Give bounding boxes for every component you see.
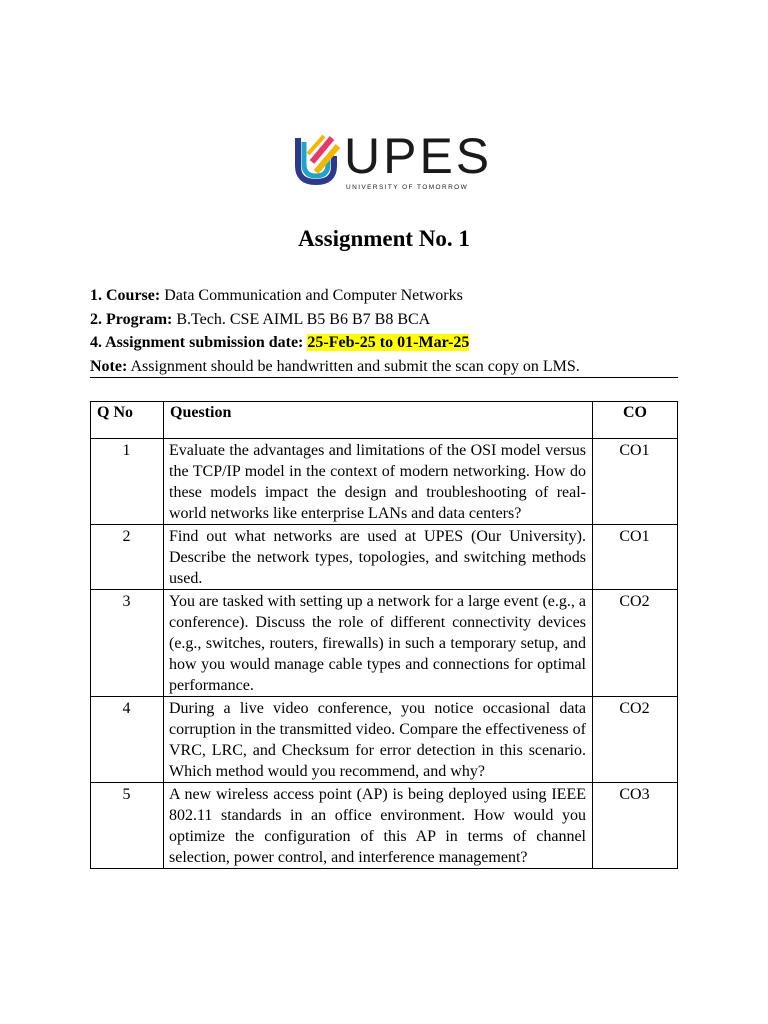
questions-table xyxy=(90,401,678,869)
row-question: Evaluate the advantages and limitations of the OSI model versus the TCP/IP model in the context of modern networking. How do these models impact the design and troubleshooting of real-world networks like enterprise LANs and data centers? xyxy=(164,439,593,525)
row-co: CO3 xyxy=(593,783,678,869)
row-qno: 5 xyxy=(91,783,164,869)
program-line xyxy=(90,308,680,332)
page-title: Assignment No. 1 xyxy=(298,226,470,251)
note-line xyxy=(90,355,680,379)
table-row xyxy=(91,590,678,697)
course-line xyxy=(90,284,680,308)
header-qno: Q No xyxy=(91,402,164,439)
row-qno: 2 xyxy=(91,525,164,590)
program-label: 2. Program: xyxy=(90,310,173,328)
assignment-meta xyxy=(90,284,680,378)
logo-tagline: UNIVERSITY OF TOMORROW xyxy=(346,184,469,191)
row-qno: 3 xyxy=(91,590,164,697)
row-qno: 4 xyxy=(91,697,164,783)
header-question: Question xyxy=(164,402,593,439)
table-row xyxy=(91,525,678,590)
upes-emblem-icon xyxy=(294,132,340,186)
date-line xyxy=(90,331,680,355)
row-question: Find out what networks are used at UPES (Our University). Describe the network types, topologies, and switching methods used. xyxy=(164,525,593,590)
upes-logo xyxy=(294,128,493,196)
table-row xyxy=(91,697,678,783)
row-co: CO1 xyxy=(593,525,678,590)
logo-wordmark: UPES xyxy=(344,128,493,184)
row-question: You are tasked with setting up a network for a large event (e.g., a conference). Discuss the role of different connectivity devices (e.g., switches, routers, firewalls) in such a temporary setup, and how you would manage cable types and connections for optimal performance. xyxy=(164,590,593,697)
row-qno: 1 xyxy=(91,439,164,525)
note-label: Note: xyxy=(90,357,128,375)
row-question: During a live video conference, you notice occasional data corruption in the transmitted video. Compare the effectiveness of VRC, LRC, and Checksum for error detection in this scenario. Which method would you recommend, and why? xyxy=(164,697,593,783)
program-value: B.Tech. CSE AIML B5 B6 B7 B8 BCA xyxy=(176,310,431,328)
row-co: CO2 xyxy=(593,590,678,697)
note-value: Assignment should be handwritten and submit the scan copy on LMS. xyxy=(130,357,580,375)
table-header-row xyxy=(91,402,678,439)
date-label: 4. Assignment submission date: xyxy=(90,334,304,351)
table-row xyxy=(91,439,678,525)
divider xyxy=(90,377,678,378)
row-co: CO2 xyxy=(593,697,678,783)
row-co: CO1 xyxy=(593,439,678,525)
course-value: Data Communication and Computer Networks xyxy=(164,287,463,304)
course-label: 1. Course: xyxy=(90,287,161,304)
header-co: CO xyxy=(593,402,678,439)
row-question: A new wireless access point (AP) is being deployed using IEEE 802.11 standards in an office environment. How would you optimize the configuration of this AP in terms of channel selection, power control, and interference management? xyxy=(164,783,593,869)
table-row xyxy=(91,783,678,869)
date-value: 25-Feb-25 to 01-Mar-25 xyxy=(307,334,470,351)
